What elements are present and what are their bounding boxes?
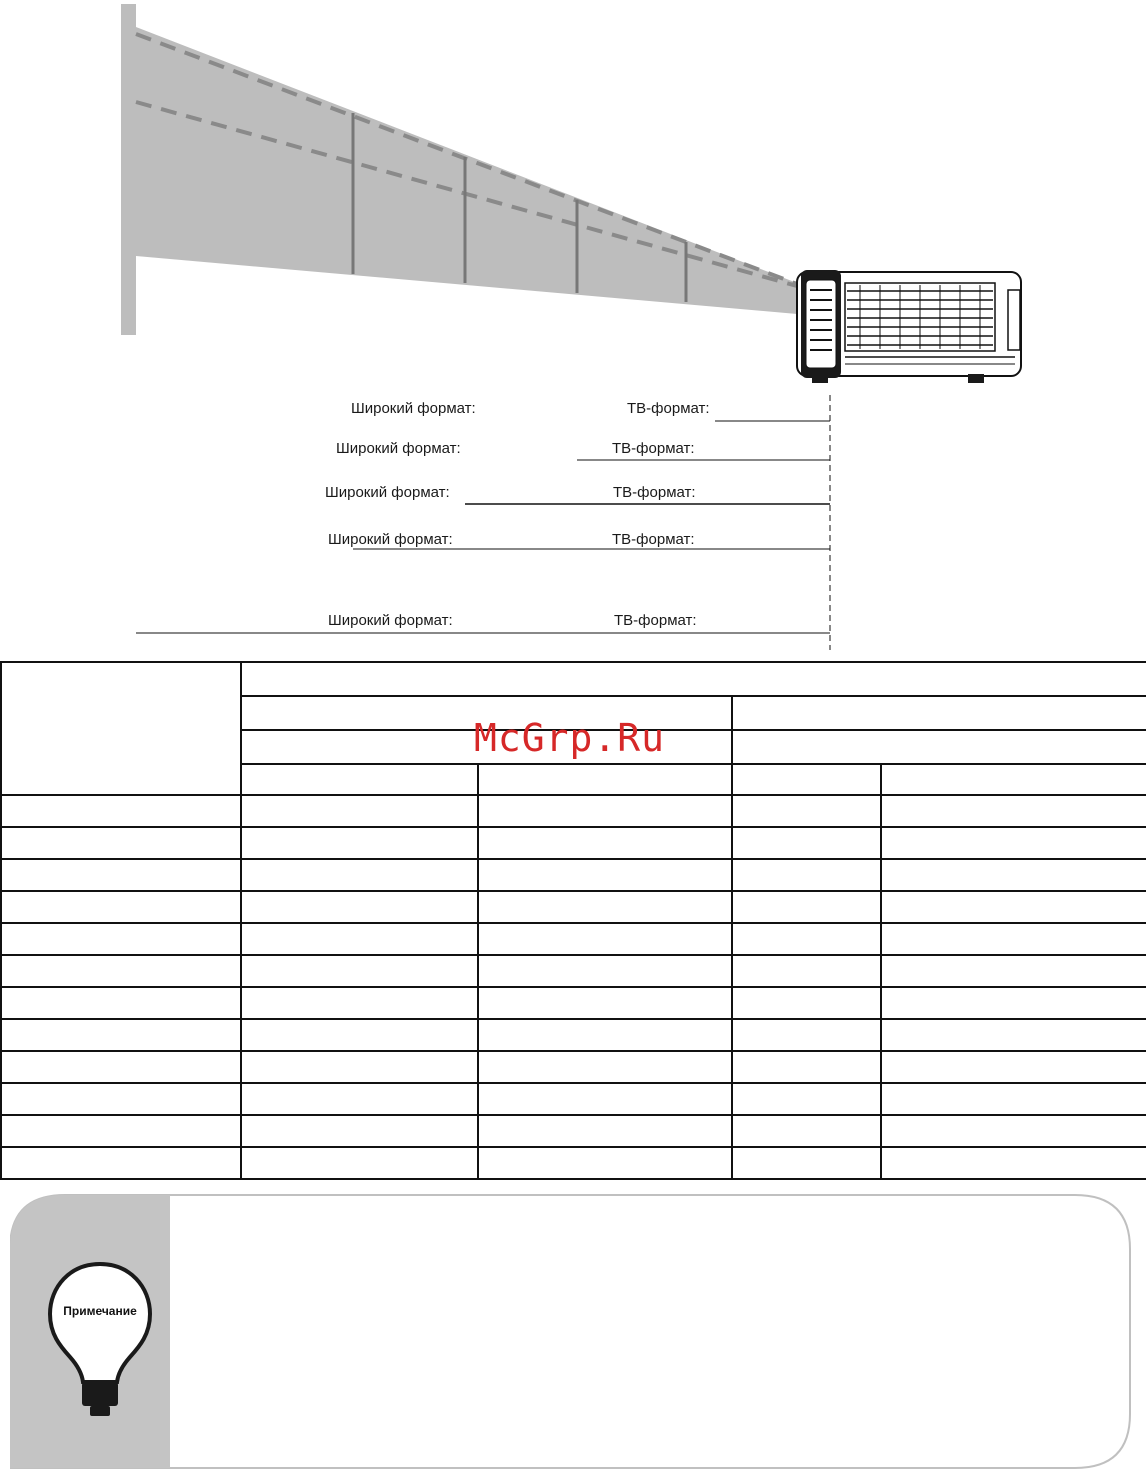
table-row (1, 923, 1146, 955)
table-cell (1, 1147, 241, 1179)
table-cell (1, 1051, 241, 1083)
table-cell (881, 1051, 1146, 1083)
table-row (1, 1019, 1146, 1051)
table-cell (241, 859, 478, 891)
wide-format-label: Широкий формат: (351, 400, 476, 417)
table-cell (881, 1147, 1146, 1179)
table-cell (732, 730, 1146, 764)
table-cell (732, 795, 881, 827)
table-cell (1, 662, 241, 795)
table-row (1, 859, 1146, 891)
table-cell (732, 1019, 881, 1051)
tv-format-label: ТВ-формат: (614, 612, 697, 629)
table-cell (478, 1115, 732, 1147)
table-row (1, 795, 1146, 827)
table-cell (881, 955, 1146, 987)
table-cell (732, 923, 881, 955)
table-cell (1, 955, 241, 987)
tv-format-label: ТВ-формат: (612, 440, 695, 457)
wide-format-label: Широкий формат: (328, 531, 453, 548)
table-cell (478, 764, 732, 795)
table-cell (1, 987, 241, 1019)
table-cell (881, 827, 1146, 859)
table-cell (241, 1051, 478, 1083)
table-cell (241, 1083, 478, 1115)
watermark: McGrp.Ru (474, 716, 666, 760)
table-cell (478, 1147, 732, 1179)
table-cell (478, 795, 732, 827)
table-cell (881, 1115, 1146, 1147)
wide-format-label: Широкий формат: (336, 440, 461, 457)
table-cell (241, 923, 478, 955)
table-cell (732, 987, 881, 1019)
table-cell (241, 1115, 478, 1147)
table-cell (881, 1019, 1146, 1051)
table-header-row (1, 662, 1146, 696)
table-cell (1, 1115, 241, 1147)
note-label: Примечание (63, 1304, 137, 1318)
table-row (1, 1115, 1146, 1147)
screen-wall (121, 4, 136, 335)
table-cell (478, 1019, 732, 1051)
tv-format-label: ТВ-формат: (612, 531, 695, 548)
table-cell (241, 1147, 478, 1179)
table-cell (1, 795, 241, 827)
table-cell (881, 891, 1146, 923)
table-cell (732, 1083, 881, 1115)
table-row (1, 1083, 1146, 1115)
table-cell (732, 827, 881, 859)
table-cell (881, 987, 1146, 1019)
table-cell (881, 1083, 1146, 1115)
table-cell (732, 1051, 881, 1083)
table-cell (881, 923, 1146, 955)
table-cell (1, 859, 241, 891)
table-cell (478, 827, 732, 859)
table-row (1, 827, 1146, 859)
projection-diagram (0, 0, 1146, 660)
table-row (1, 1147, 1146, 1179)
tv-format-label: ТВ-формат: (613, 484, 696, 501)
table-cell (478, 955, 732, 987)
table-cell (241, 764, 478, 795)
table-row (1, 1051, 1146, 1083)
table-cell (241, 1019, 478, 1051)
table-cell (732, 1147, 881, 1179)
table-cell (478, 859, 732, 891)
table-cell (1, 1019, 241, 1051)
table-cell (478, 987, 732, 1019)
table-cell (478, 891, 732, 923)
table-cell (241, 891, 478, 923)
table-cell (732, 1115, 881, 1147)
table-cell (241, 827, 478, 859)
table-cell (732, 955, 881, 987)
table-cell (478, 1083, 732, 1115)
table-row (1, 955, 1146, 987)
tv-format-label: ТВ-формат: (627, 400, 710, 417)
table-cell (241, 662, 1146, 696)
table-cell (1, 827, 241, 859)
table-cell (881, 795, 1146, 827)
table-cell (241, 795, 478, 827)
table-row (1, 987, 1146, 1019)
note-box (10, 1194, 1132, 1470)
projector-icon (797, 270, 1021, 383)
wide-format-label: Широкий формат: (325, 484, 450, 501)
table-cell (241, 987, 478, 1019)
table-cell (732, 859, 881, 891)
table-cell (881, 764, 1146, 795)
table-cell (732, 696, 1146, 730)
table-row (1, 891, 1146, 923)
wide-format-label: Широкий формат: (328, 612, 453, 629)
table-cell (1, 923, 241, 955)
table-cell (1, 891, 241, 923)
table-cell (732, 764, 881, 795)
table-cell (732, 891, 881, 923)
table-cell (241, 955, 478, 987)
table-cell (881, 859, 1146, 891)
table-cell (1, 1083, 241, 1115)
table-cell (478, 1051, 732, 1083)
table-cell (478, 923, 732, 955)
